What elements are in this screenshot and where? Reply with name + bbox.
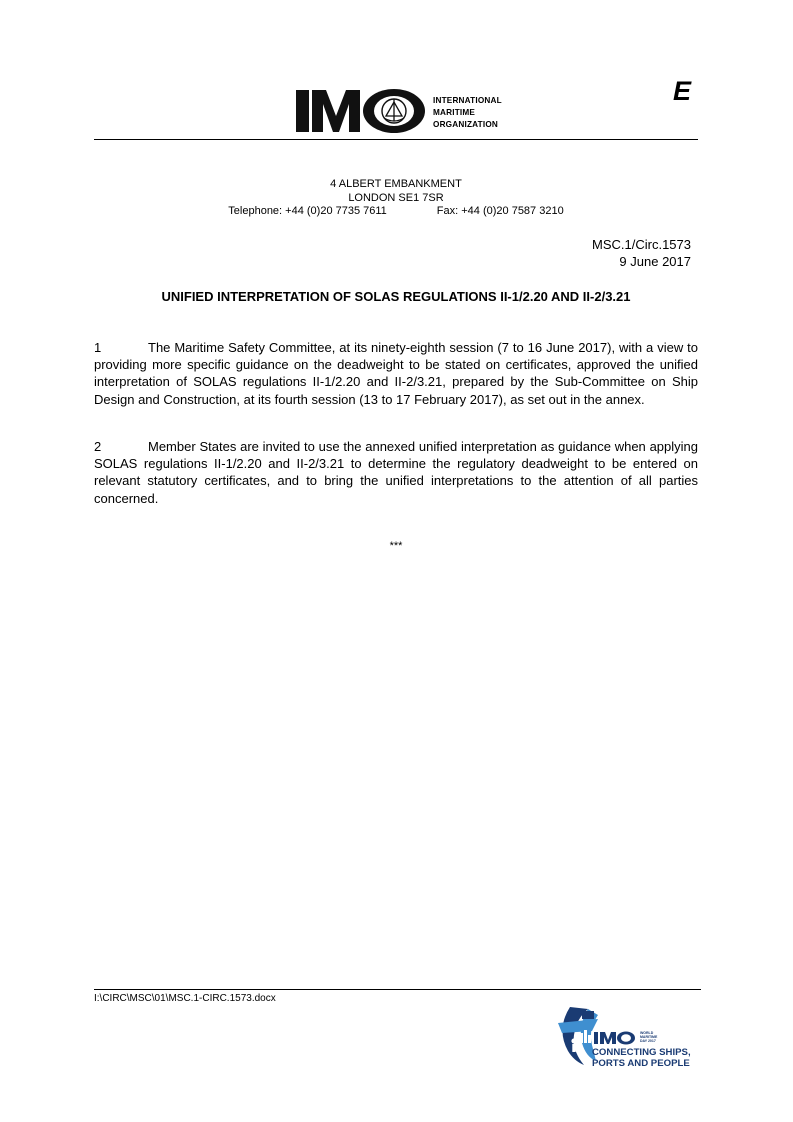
address-line-1: 4 ALBERT EMBANKMENT bbox=[330, 178, 462, 190]
footer-small-text bbox=[640, 1031, 657, 1043]
footer-divider bbox=[94, 989, 701, 990]
document-reference: MSC.1/Circ.1573 bbox=[592, 237, 691, 252]
footer-small-line: MARITIME bbox=[640, 1035, 658, 1039]
org-line: INTERNATIONAL bbox=[433, 96, 502, 105]
footer-small-line: WORLD bbox=[640, 1031, 654, 1035]
document-date: 9 June 2017 bbox=[619, 254, 691, 269]
slogan-line-2: PORTS AND PEOPLE bbox=[592, 1057, 690, 1069]
imo-logo bbox=[296, 86, 536, 136]
paragraph-text: The Maritime Safety Committee, at its ninety-eighth session (7 to 16 June 2017), with a view to providing more specific guidance on the deadweight to be stated on certificates, approved the unified interpretation of SOLAS regulations II-1/2.20 and II-2/3.21, prepared by the Sub-Committee on Ship Design and Construction, at its fourth session (13 to 17 February 2017), as set out in the annex. bbox=[94, 340, 698, 407]
footer-slogan bbox=[592, 1048, 691, 1069]
footer-small-line: DAY 2017 bbox=[640, 1039, 656, 1043]
document-title: UNIFIED INTERPRETATION OF SOLAS REGULATIONS II-1/2.20 AND II-2/3.21 bbox=[161, 289, 631, 304]
imo-logo-mark-icon bbox=[296, 86, 426, 136]
telephone: Telephone: +44 (0)20 7735 7611 bbox=[228, 205, 387, 217]
organization-name bbox=[433, 95, 502, 131]
language-letter: E bbox=[672, 76, 691, 106]
address-block bbox=[94, 178, 698, 219]
slogan-line-1: CONNECTING SHIPS, bbox=[592, 1047, 691, 1058]
org-line: ORGANIZATION bbox=[433, 120, 499, 129]
fax: Fax: +44 (0)20 7587 3210 bbox=[436, 205, 564, 217]
paragraph bbox=[94, 339, 698, 408]
address-line-2: LONDON SE1 7SR bbox=[348, 191, 444, 204]
world-maritime-day-logo bbox=[552, 1001, 702, 1071]
contact-line bbox=[94, 205, 698, 219]
document-reference-block bbox=[592, 236, 691, 270]
section-separator: *** bbox=[389, 540, 403, 552]
paragraph-number: 1 bbox=[94, 340, 102, 355]
paragraph-text: Member States are invited to use the annexed unified interpretation as guidance when applying SOLAS regulations II-1/2.20 and II-2/3.21 to determine the regulatory deadweight to be entered on relevant statutory certificates, and to bring the unified interpretations to the attention of all parties concerned. bbox=[94, 439, 698, 506]
paragraph bbox=[94, 438, 698, 507]
org-line: MARITIME bbox=[433, 108, 476, 117]
paragraph-number: 2 bbox=[94, 439, 102, 454]
header-divider bbox=[94, 139, 698, 140]
file-path: I:\CIRC\MSC\01\MSC.1-CIRC.1573.docx bbox=[94, 993, 276, 1004]
